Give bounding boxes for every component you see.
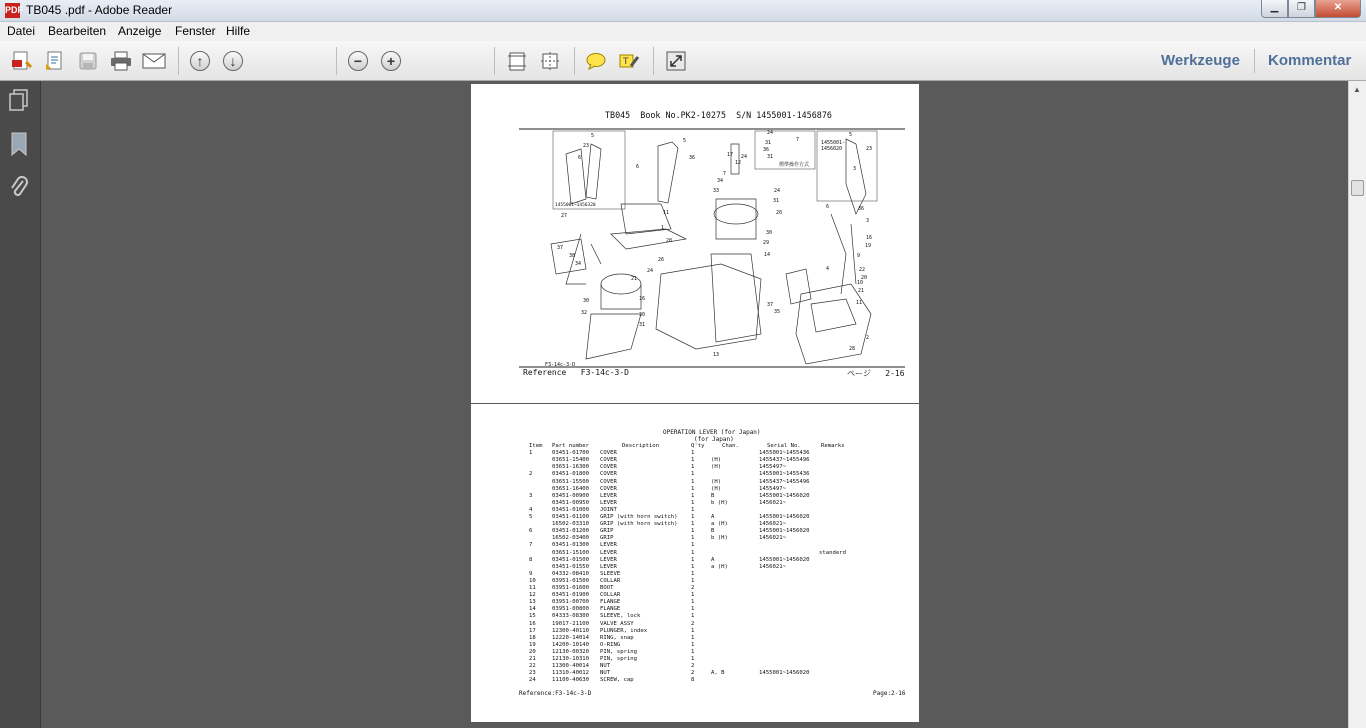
table-cell: (H) [711,478,722,485]
svg-text:7: 7 [723,171,727,177]
table-cell: standerd [819,549,846,556]
toolbar-separator [494,47,495,75]
highlight-button[interactable] [617,50,641,72]
table-cell: 16502-03310 [552,521,590,528]
fit-page-icon [507,50,527,72]
table-cell: 2 [691,620,695,627]
table-cell: 11 [529,585,536,591]
pdf-page-diagram [471,84,919,403]
fullscreen-icon [665,50,687,72]
table-cell: 1 [691,542,695,549]
zoom-in-icon: + [381,51,401,71]
table-cell: 12130-00320 [552,648,590,655]
table-cell: 03451-01200 [552,528,590,535]
table-cell: A, B [711,670,725,677]
svg-text:33: 33 [713,188,720,194]
svg-text:9: 9 [857,253,861,259]
toolbar-separator [336,47,337,75]
comment-button[interactable] [584,50,608,72]
table-cell: 2 [691,663,695,670]
svg-text:23: 23 [583,143,590,149]
table-cell: 1 [691,563,695,570]
svg-text:13: 13 [713,352,720,358]
title-bar [0,0,1366,22]
table-cell: 1455001~1456020 [759,670,810,677]
table-cell: 19 [529,641,536,648]
svg-text:32: 32 [581,310,588,316]
table-cell: FLANGE [600,606,621,613]
svg-text:23: 23 [866,146,873,152]
table-cell: SLEEVE, lock [600,613,641,620]
navigation-pane [0,81,41,728]
table-cell: (H) [711,485,722,492]
svg-text:6: 6 [636,164,640,170]
table-cell: GRIP [600,535,614,542]
table-cell: GRIP (with horn switch) [600,514,678,520]
table-cell: COVER [600,485,617,492]
table-cell: 16 [529,620,536,627]
column-header: Chan. [722,443,739,449]
menu-hilfe[interactable]: Hilfe [226,24,251,38]
column-header: Part number [552,443,590,449]
table-cell: 17 [529,627,536,634]
inset-caption: 標準操作方式 [779,162,810,168]
next-page-button[interactable] [221,50,245,72]
zoom-in-button[interactable] [379,50,403,72]
svg-text:37: 37 [767,302,774,308]
table-cell: 1 [691,471,695,478]
table-cell: 1 [691,506,695,513]
table-cell: 03451-01700 [552,450,590,457]
table-cell: 14200-10140 [552,641,590,648]
save-icon [78,51,98,71]
column-header: Remarks [821,443,845,449]
table-cell: 6 [529,528,533,535]
svg-text:24: 24 [767,130,774,136]
zoom-out-button[interactable] [346,50,370,72]
menu-datei[interactable]: Datei [7,24,36,38]
table-cell: 03451-01550 [552,563,590,570]
table-cell: LEVER [600,563,617,570]
table-cell: 1 [529,450,533,457]
pages-icon [9,89,29,111]
column-header: Q'ty [691,443,705,449]
table-cell: 03451-01100 [552,514,590,520]
table-cell: 1456021~ [759,535,786,542]
table-cell: 1 [691,499,695,506]
previous-page-icon: ↑ [190,51,210,71]
close-button[interactable] [1315,0,1361,18]
table-cell: PIN, spring [600,656,638,662]
table-cell: 04333-08300 [552,613,590,620]
table-cell: 1 [691,514,695,520]
create-pdf-icon [11,50,33,72]
table-cell: 1456021~ [759,499,786,506]
table-cell: 8 [529,556,533,563]
table-cell: LEVER [600,499,617,506]
svg-text:34: 34 [717,178,724,184]
svg-text:35: 35 [774,309,781,315]
parts-list-subtitle: (for Japan) [694,436,734,443]
svg-text:20: 20 [776,210,783,216]
table-cell: 1 [691,627,695,634]
menu-fenster[interactable]: Fenster [175,24,216,38]
table-cell: 8 [691,677,695,684]
table-cell: RING, snap [600,634,634,641]
table-cell: 18 [529,634,536,641]
page-label-right: ページ 2-16 [847,369,905,378]
table-cell: 03951-00800 [552,606,590,613]
print-button[interactable] [109,50,133,72]
svg-text:30: 30 [766,230,773,236]
table-cell: 1 [691,570,695,577]
table-cell: 03951-00700 [552,599,590,606]
table-cell: 1 [691,577,695,584]
next-page-icon: ↓ [223,51,243,71]
svg-text:29: 29 [763,240,770,246]
table-cell: 23 [529,670,536,677]
parts-diagram [471,84,919,403]
svg-text:2: 2 [866,335,870,341]
table-cell: 15 [529,613,536,620]
column-header: Item [529,443,543,449]
table-cell: a (H) [711,563,728,570]
table-cell: 1455001~1456020 [759,556,810,563]
svg-text:31: 31 [767,154,774,160]
menu-bearbeiten[interactable]: Bearbeiten [48,24,107,38]
column-header: Description [622,443,660,449]
table-cell: PLUNGER, index [600,627,648,634]
svg-text:3: 3 [853,166,857,172]
table-cell: 1455001~1456020 [759,492,810,499]
scroll-up-arrow-icon[interactable]: ▲ [1353,85,1361,94]
svg-text:16: 16 [639,296,646,302]
table-cell: 12 [529,592,536,599]
table-cell: 21 [529,656,536,662]
table-cell: 1 [691,485,695,492]
bookmark-icon [9,132,29,156]
table-cell: 2 [691,585,695,591]
svg-text:28: 28 [666,238,673,244]
svg-text:30: 30 [639,312,646,318]
svg-text:28: 28 [849,346,856,352]
table-cell: 1 [691,464,695,471]
fit-page-button[interactable] [505,50,529,72]
highlight-icon [618,50,640,72]
table-cell: 03651-15100 [552,549,590,556]
table-cell: 1 [691,641,695,648]
reference-left: Reference F3-14c-3-D [523,368,629,377]
create-pdf-button[interactable] [10,50,34,72]
table-cell: 1455437~1455496 [759,478,810,485]
table-cell: COLLAR [600,592,621,599]
table-cell: 03651-16400 [552,485,590,492]
table-cell: 1 [691,556,695,563]
table-cell: COVER [600,457,617,464]
svg-text:36: 36 [763,147,770,153]
tools-button[interactable]: Werkzeuge [1161,52,1240,69]
fullscreen-button[interactable] [664,50,688,72]
svg-text:24: 24 [774,188,781,194]
table-cell: 03651-16300 [552,464,590,471]
table-cell: 1 [691,450,695,457]
table-cell: 03951-01600 [552,585,590,591]
table-cell: 24 [529,677,536,684]
table-cell: GRIP (with horn switch) [600,521,678,528]
svg-text:21: 21 [858,288,865,294]
svg-text:30: 30 [583,298,590,304]
table-cell: PIN, spring [600,648,638,655]
table-cell: COVER [600,464,617,471]
table-cell: b (H) [711,499,728,506]
svg-text:10: 10 [857,280,864,286]
table-cell: COVER [600,450,617,457]
table-cell: 03451-01800 [552,471,590,478]
table-cell: 11300-40014 [552,663,590,670]
table-cell: 12300-40110 [552,627,590,634]
svg-text:20: 20 [861,275,868,281]
table-cell: b (H) [711,535,728,542]
svg-text:19: 19 [865,243,872,249]
table-cell: 03651-15400 [552,457,590,464]
svg-text:37: 37 [557,245,564,251]
svg-text:1: 1 [661,225,665,231]
inset-range-1: 1455001~1456320 [555,203,596,208]
menu-anzeige[interactable]: Anzeige [118,24,162,38]
svg-text:T: T [623,57,629,67]
table-cell: LEVER [600,492,617,499]
table-cell: GRIP [600,528,614,535]
table-cell: A [711,556,715,563]
svg-text:1456020: 1456020 [821,146,843,152]
table-cell: COVER [600,478,617,485]
comment-icon [585,51,607,71]
page-header: TB045 Book No.PK2-10275 S/N 1455001-1456876 [605,110,832,120]
toolbar [0,41,1366,81]
table-cell: NUT [600,663,611,670]
fit-width-icon [539,50,561,72]
table-cell: 1455001~1456020 [759,514,810,520]
table-cell: BOOT [600,585,614,591]
email-button[interactable] [142,50,166,72]
table-cell: 3 [529,492,533,499]
table-cell: 19017-21100 [552,620,590,627]
minimize-icon: ▁ [1270,2,1279,13]
table-cell: 1 [691,478,695,485]
table-cell: 1 [691,599,695,606]
svg-text:4: 4 [826,266,830,272]
table-cell: (H) [711,457,722,464]
window-title: TB045 .pdf - Adobe Reader [26,3,173,17]
table-cell: 03451-01900 [552,592,590,599]
svg-text:31: 31 [773,198,780,204]
table-cell: O-RING [600,641,621,648]
footer-page: Page:2-16 [873,690,906,697]
svg-text:6: 6 [826,204,830,210]
table-cell: 03451-01500 [552,556,590,563]
bookmarks-button[interactable] [8,132,30,156]
svg-text:7: 7 [796,137,800,143]
table-cell: 1 [691,606,695,613]
table-cell: 03451-01300 [552,542,590,549]
table-cell: VALVE ASSY [600,620,634,627]
maximize-button[interactable] [1288,0,1315,18]
svg-text:27: 27 [561,213,568,219]
svg-text:17: 17 [727,152,734,158]
svg-text:21: 21 [631,276,638,282]
table-cell: B [711,492,715,499]
table-cell: A [711,514,715,520]
table-cell: 1456021~ [759,563,786,570]
svg-text:14: 14 [764,252,771,258]
table-cell: 16502-03400 [552,535,590,542]
table-cell: 20 [529,648,536,655]
previous-page-button[interactable] [188,50,212,72]
pdf-page-parts-list [471,404,919,722]
table-cell: 1455497~ [759,464,786,471]
vertical-scrollbar[interactable] [1348,81,1366,728]
table-cell: 10 [529,577,536,584]
svg-text:5: 5 [849,132,853,138]
svg-text:31: 31 [765,140,772,146]
svg-text:5: 5 [591,133,595,139]
table-cell: 1455001~1455436 [759,471,810,478]
table-cell: 12130-10310 [552,656,590,662]
table-cell: 03451-00900 [552,492,590,499]
svg-text:11: 11 [663,210,670,216]
table-cell: COLLAR [600,577,621,584]
table-cell: 1 [691,521,695,528]
svg-text:5: 5 [683,138,687,144]
pages-button[interactable] [8,89,30,113]
footer-reference: Reference:F3-14c-3-D [519,690,592,697]
table-cell: 14 [529,606,536,613]
email-icon [142,52,166,70]
svg-text:34: 34 [575,261,582,267]
svg-text:36: 36 [858,206,865,212]
svg-text:38: 38 [569,253,576,259]
scrollbar-thumb[interactable] [1351,180,1364,196]
svg-text:26: 26 [658,257,665,263]
table-cell: 04332-08410 [552,570,590,577]
table-cell: 1 [691,648,695,655]
attachments-button[interactable] [8,175,30,199]
table-cell: 2 [691,670,695,677]
table-cell: 1 [691,592,695,599]
zoom-out-icon: − [348,51,368,71]
table-cell: COVER [600,471,617,478]
table-cell: 1 [691,634,695,641]
table-cell: (H) [711,464,722,471]
table-cell: SCREW, cap [600,677,634,684]
table-cell: JOINT [600,506,617,513]
attachment-icon [9,175,29,199]
toolbar-separator [1254,49,1255,73]
table-cell: 1 [691,656,695,662]
minimize-button[interactable] [1261,0,1288,18]
column-header: Serial No. [767,443,801,449]
svg-text:24: 24 [741,154,748,160]
svg-text:3: 3 [866,218,870,224]
svg-text:6: 6 [578,155,582,161]
svg-text:1455001-: 1455001- [821,140,846,146]
svg-text:12: 12 [735,160,742,166]
table-cell: 1455001~1455436 [759,450,810,457]
table-cell: 03651-15500 [552,478,590,485]
toolbar-separator [178,47,179,75]
table-cell: a (H) [711,521,728,528]
table-cell: 22 [529,663,536,670]
table-cell: 12220-14014 [552,634,590,641]
save-button[interactable] [76,50,100,72]
table-cell: 03951-01500 [552,577,590,584]
table-cell: B [711,528,715,535]
svg-text:31: 31 [639,322,646,328]
table-cell: 1 [691,549,695,556]
table-cell: 5 [529,514,533,520]
table-cell: 4 [529,506,533,513]
print-icon [110,51,132,71]
table-cell: 1456021~ [759,521,786,528]
small-reference-code: F3-14c-3-D [545,362,576,368]
table-cell: 2 [529,471,533,478]
parts-list-title: OPERATION LEVER (for Japan) [663,429,761,436]
table-cell: 1 [691,457,695,464]
svg-text:24: 24 [647,268,654,274]
table-cell: 1 [691,528,695,535]
table-cell: 1455437~1455496 [759,457,810,464]
toolbar-separator [574,47,575,75]
table-cell: 03451-00950 [552,499,590,506]
table-cell: 1 [691,492,695,499]
table-cell: 11310-40012 [552,670,590,677]
toolbar-separator [653,47,654,75]
edit-pdf-button[interactable] [43,50,67,72]
svg-text:36: 36 [689,155,696,161]
table-cell: 13 [529,599,536,606]
menu-bar [0,22,1366,41]
comment-panel-button[interactable]: Kommentar [1268,52,1352,69]
table-cell: LEVER [600,542,617,549]
svg-text:11: 11 [856,300,863,306]
table-cell: 7 [529,542,533,549]
table-cell: 03451-01000 [552,506,590,513]
edit-icon [44,50,66,72]
table-cell: 1 [691,535,695,542]
table-cell: NUT [600,670,611,677]
table-cell: 1455001~1456020 [759,528,810,535]
table-cell: 11100-40630 [552,677,590,684]
maximize-icon: ❐ [1297,2,1306,13]
fit-width-button[interactable] [538,50,562,72]
table-cell: SLEEVE [600,570,621,577]
table-cell: LEVER [600,549,617,556]
svg-text:22: 22 [859,267,866,273]
adobe-pdf-icon: PDF [5,3,20,18]
table-cell: LEVER [600,556,617,563]
close-icon: ✕ [1333,2,1343,13]
table-cell: 1 [691,613,695,620]
table-cell: 1455497~ [759,485,786,492]
table-cell: 9 [529,570,533,577]
table-cell: FLANGE [600,599,621,606]
svg-text:16: 16 [866,235,873,241]
